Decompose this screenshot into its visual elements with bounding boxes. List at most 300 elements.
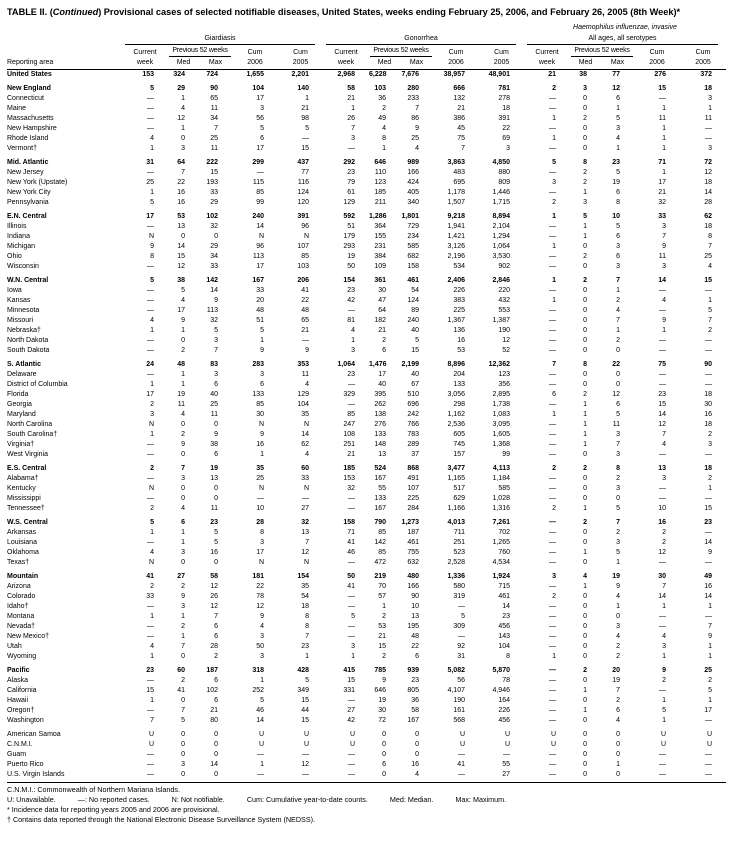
value-cell: — — [458, 633, 465, 641]
value-cell: 158 — [343, 519, 355, 527]
value-cell: 9 — [415, 125, 419, 133]
value-cell: 40 — [411, 327, 419, 335]
value-cell: 1 — [662, 169, 666, 177]
value-cell: 32 — [210, 223, 218, 231]
value-cell: 745 — [453, 441, 465, 449]
value-cell: 1 — [662, 105, 666, 113]
value-cell: 143 — [498, 633, 510, 641]
reporting-area-cell: Kansas — [7, 297, 31, 305]
value-cell: 3 — [662, 263, 666, 271]
value-cell: U — [349, 741, 355, 749]
table-row — [7, 632, 726, 642]
table-row — [7, 538, 726, 548]
table-row — [7, 676, 726, 686]
value-cell: 666 — [453, 85, 465, 93]
value-cell: 1 — [260, 337, 264, 345]
value-cell: 3 — [506, 145, 510, 153]
value-cell: 11 — [704, 115, 712, 123]
reporting-area-cell: Idaho† — [7, 603, 29, 611]
value-cell: 2 — [616, 475, 620, 483]
value-cell: 24 — [146, 361, 154, 369]
value-cell: 220 — [498, 287, 510, 295]
value-cell: 284 — [407, 505, 419, 513]
value-cell: 1,368 — [492, 441, 510, 449]
value-cell: — — [705, 529, 712, 537]
value-cell: 103 — [297, 263, 309, 271]
value-cell: 10 — [256, 505, 264, 513]
value-cell: — — [659, 371, 666, 379]
value-cell: 1 — [351, 653, 355, 661]
value-cell: 5 — [616, 223, 620, 231]
value-cell: 38,957 — [443, 71, 465, 79]
value-cell: 4 — [662, 297, 666, 305]
value-cell: 2,406 — [447, 277, 465, 285]
haemophilus-group-sublabel: All ages, all serotypes — [527, 34, 718, 45]
value-cell: — — [549, 717, 556, 725]
reporting-area-cell: Georgia — [7, 401, 32, 409]
value-cell: 3,126 — [447, 243, 465, 251]
value-cell: 15 — [704, 505, 712, 513]
value-cell: 15 — [378, 643, 386, 651]
value-cell: 113 — [252, 253, 264, 261]
value-cell: U — [706, 731, 712, 739]
value-cell: 0 — [583, 653, 587, 661]
value-cell: 53 — [177, 213, 185, 221]
reporting-area-cell: West Virginia — [7, 451, 48, 459]
value-cell: — — [549, 475, 556, 483]
value-cell: 9 — [214, 297, 218, 305]
value-cell: 185 — [374, 189, 386, 197]
reporting-area-cell: C.N.M.I. — [7, 741, 33, 749]
reporting-area-cell: Utah — [7, 643, 22, 651]
value-cell: 18 — [704, 391, 712, 399]
value-cell: 142 — [374, 539, 386, 547]
value-cell: 2,201 — [291, 71, 309, 79]
value-cell: 8 — [382, 135, 386, 143]
value-cell: 1 — [260, 761, 264, 769]
reporting-area-cell: California — [7, 687, 37, 695]
value-cell: 1 — [708, 643, 712, 651]
value-cell: 20 — [256, 297, 264, 305]
table-row — [7, 582, 726, 592]
value-cell: 187 — [407, 529, 419, 537]
value-cell: 103 — [374, 85, 386, 93]
value-cell: 123 — [374, 179, 386, 187]
value-cell: 1,165 — [447, 475, 465, 483]
value-cell: 7 — [461, 145, 465, 153]
value-cell: 9 — [260, 431, 264, 439]
value-cell: 47 — [378, 297, 386, 305]
reporting-area-cell: Arizona — [7, 583, 31, 591]
value-cell: 2 — [181, 677, 185, 685]
reporting-area-cell: New Mexico† — [7, 633, 50, 641]
value-cell: 5 — [214, 529, 218, 537]
table-row — [7, 380, 726, 390]
reporting-area-cell: Wisconsin — [7, 263, 39, 271]
value-cell: 283 — [252, 361, 264, 369]
value-cell: 240 — [252, 213, 264, 221]
value-cell: 44 — [301, 707, 309, 715]
value-cell: 3 — [181, 549, 185, 557]
table-row — [7, 178, 726, 188]
value-cell: 424 — [407, 179, 419, 187]
value-cell: 0 — [583, 347, 587, 355]
value-cell: 2 — [708, 327, 712, 335]
value-cell: 1 — [382, 603, 386, 611]
legend-med: Med: Median. — [389, 795, 434, 805]
value-cell: 2 — [616, 529, 620, 537]
value-cell: 85 — [256, 401, 264, 409]
value-cell: — — [122, 770, 168, 783]
value-cell: — — [549, 223, 556, 231]
value-cell: 0 — [181, 741, 185, 749]
value-cell: 58 — [210, 573, 218, 581]
value-cell: 0 — [583, 243, 587, 251]
value-cell: 1 — [552, 297, 556, 305]
value-cell: 1 — [583, 401, 587, 409]
value-cell: 154 — [343, 277, 355, 285]
value-cell: — — [659, 495, 666, 503]
value-cell: 21 — [347, 451, 355, 459]
value-cell: 206 — [297, 277, 309, 285]
value-cell: 129 — [297, 391, 309, 399]
value-cell: 432 — [498, 297, 510, 305]
value-cell: 1 — [181, 381, 185, 389]
value-cell: 2 — [583, 169, 587, 177]
value-cell: 61 — [347, 189, 355, 197]
table-row — [7, 716, 726, 726]
value-cell: 9 — [260, 347, 264, 355]
value-cell: 1,715 — [492, 199, 510, 207]
value-cell: 222 — [206, 159, 218, 167]
value-cell: 85 — [378, 549, 386, 557]
value-cell: 8 — [305, 623, 309, 631]
value-cell: 29 — [177, 85, 185, 93]
value-cell: 70 — [378, 583, 386, 591]
value-cell: 553 — [498, 307, 510, 315]
value-cell: 15 — [658, 85, 666, 93]
value-cell: 319 — [453, 593, 465, 601]
year-2006-label: 2006 — [433, 57, 479, 70]
value-cell: 1,738 — [492, 401, 510, 409]
value-cell: 4 — [181, 105, 185, 113]
table-row — [7, 528, 726, 538]
reporting-area-cell: Louisiana — [7, 539, 37, 547]
value-cell: 3 — [260, 105, 264, 113]
value-cell: 0 — [369, 770, 400, 783]
value-cell: 14 — [658, 277, 666, 285]
value-cell: 104 — [297, 401, 309, 409]
value-cell: — — [549, 421, 556, 429]
table-row — [7, 662, 726, 676]
value-cell: — — [549, 519, 556, 527]
value-cell: 32 — [658, 199, 666, 207]
table-row — [7, 460, 726, 474]
value-cell: 21 — [548, 71, 556, 79]
value-cell: 33 — [301, 475, 309, 483]
value-cell: 6 — [415, 653, 419, 661]
value-cell: 11 — [210, 145, 218, 153]
value-cell: — — [659, 287, 666, 295]
value-cell: 225 — [407, 495, 419, 503]
value-cell: 3 — [616, 451, 620, 459]
value-cell: 6 — [382, 761, 386, 769]
value-cell: 766 — [407, 421, 419, 429]
value-cell: 18 — [704, 421, 712, 429]
value-cell: 646 — [374, 687, 386, 695]
value-cell: 14 — [210, 287, 218, 295]
value-cell: 9 — [305, 347, 309, 355]
value-cell: 14 — [301, 431, 309, 439]
value-cell: 75 — [658, 361, 666, 369]
value-cell: U — [660, 731, 666, 739]
value-cell: 510 — [407, 391, 419, 399]
value-cell: 790 — [374, 519, 386, 527]
value-cell: — — [549, 287, 556, 295]
value-cell: 0 — [616, 381, 620, 389]
value-cell: 182 — [374, 317, 386, 325]
value-cell: 0 — [583, 105, 587, 113]
value-cell: 3 — [616, 431, 620, 439]
value-cell: 4,850 — [492, 159, 510, 167]
value-cell: 276 — [374, 421, 386, 429]
value-cell: 7 — [181, 707, 185, 715]
value-cell: 0 — [583, 751, 587, 759]
value-cell: — — [549, 371, 556, 379]
value-cell: 3 — [351, 643, 355, 651]
notifiable-diseases-table — [7, 23, 726, 783]
value-cell: 456 — [498, 623, 510, 631]
value-cell: 1 — [181, 529, 185, 537]
value-cell: — — [659, 751, 666, 759]
value-cell: 133 — [453, 381, 465, 389]
value-cell: 7,261 — [492, 519, 510, 527]
value-cell: 11 — [210, 411, 218, 419]
value-cell: — — [348, 633, 355, 641]
value-cell: 0 — [583, 475, 587, 483]
value-cell: 1,166 — [447, 505, 465, 513]
value-cell: 7 — [305, 539, 309, 547]
value-cell: 14 — [177, 243, 185, 251]
value-cell: 15 — [177, 253, 185, 261]
value-cell: 4 — [150, 135, 154, 143]
value-cell: 4 — [305, 381, 309, 389]
value-cell: — — [659, 613, 666, 621]
value-cell: 3 — [260, 653, 264, 661]
value-cell: — — [147, 475, 154, 483]
reporting-area-cell: Mountain — [7, 573, 39, 581]
table-row — [7, 252, 726, 262]
value-cell: 17 — [146, 391, 154, 399]
value-cell: 0 — [181, 135, 185, 143]
header-sub-row — [7, 45, 726, 57]
value-cell: 155 — [374, 233, 386, 241]
value-cell: — — [659, 337, 666, 345]
value-cell: 1,941 — [447, 223, 465, 231]
value-cell: — — [147, 115, 154, 123]
value-cell: 133 — [252, 391, 264, 399]
value-cell: 3,477 — [447, 465, 465, 473]
value-cell: 15 — [704, 277, 712, 285]
value-cell: N — [148, 421, 154, 429]
value-cell: 154 — [297, 573, 309, 581]
value-cell: 32 — [301, 519, 309, 527]
value-cell: 7 — [708, 317, 712, 325]
value-cell: 7 — [662, 583, 666, 591]
value-cell: 318 — [252, 667, 264, 675]
value-cell: 1 — [150, 697, 154, 705]
value-cell: 7 — [305, 633, 309, 641]
value-cell: 1,316 — [492, 505, 510, 513]
value-cell: — — [147, 125, 154, 133]
value-cell: 167 — [374, 475, 386, 483]
value-cell: 48 — [301, 307, 309, 315]
value-cell: 523 — [453, 549, 465, 557]
spacer-cell — [7, 33, 122, 45]
value-cell: 4 — [662, 633, 666, 641]
value-cell: 3 — [351, 347, 355, 355]
value-cell: 4 — [181, 411, 185, 419]
value-cell: 3 — [214, 337, 218, 345]
value-cell: 1 — [150, 431, 154, 439]
value-cell: 23 — [658, 391, 666, 399]
value-cell: 4 — [583, 573, 587, 581]
spacer-cell — [7, 23, 122, 33]
value-cell: — — [549, 105, 556, 113]
value-cell: 108 — [343, 431, 355, 439]
value-cell: 340 — [407, 199, 419, 207]
reporting-area-cell: E.S. Central — [7, 465, 47, 473]
value-cell: 251 — [343, 441, 355, 449]
prev52-label: Previous 52 weeks — [370, 46, 432, 57]
value-cell: — — [549, 169, 556, 177]
value-cell: 0 — [583, 677, 587, 685]
value-cell: — — [549, 401, 556, 409]
value-cell: 1 — [662, 135, 666, 143]
value-cell: 49 — [378, 115, 386, 123]
reporting-area-cell: Illinois — [7, 223, 27, 231]
value-cell: 167 — [374, 505, 386, 513]
value-cell: — — [348, 381, 355, 389]
value-cell: 166 — [407, 583, 419, 591]
value-cell: 15 — [411, 347, 419, 355]
value-cell: 9 — [214, 431, 218, 439]
value-cell: 55 — [502, 761, 510, 769]
value-cell: 102 — [206, 213, 218, 221]
value-cell: 5 — [616, 115, 620, 123]
value-cell: 4 — [150, 317, 154, 325]
value-cell: 1 — [181, 613, 185, 621]
value-cell: 0 — [583, 337, 587, 345]
value-cell: — — [549, 707, 556, 715]
value-cell: 682 — [407, 253, 419, 261]
value-cell: 1 — [583, 431, 587, 439]
value-cell: 2,846 — [492, 277, 510, 285]
value-cell: 115 — [252, 179, 264, 187]
value-cell: 113 — [206, 307, 218, 315]
value-cell: — — [549, 263, 556, 271]
reporting-area-cell: Colorado — [7, 593, 36, 601]
value-cell: 8,894 — [492, 213, 510, 221]
reporting-area-header: Reporting area — [7, 57, 122, 70]
value-cell: 13 — [301, 529, 309, 537]
value-cell: 92 — [457, 643, 465, 651]
table-title-rest: ) Provisional cases of selected notifiable diseases, United States, weeks ending February 25, 2006, and February 26, 2005 (8th Week)* — [98, 7, 681, 17]
value-cell: 30 — [704, 401, 712, 409]
value-cell: 2 — [150, 401, 154, 409]
value-cell: 23 — [146, 667, 154, 675]
value-cell: 0 — [382, 741, 386, 749]
value-cell: 5 — [260, 125, 264, 133]
value-cell: 58 — [411, 707, 419, 715]
value-cell: 53 — [457, 347, 465, 355]
value-cell: 6 — [382, 347, 386, 355]
value-cell: 785 — [374, 667, 386, 675]
value-cell: 1 — [305, 95, 309, 103]
value-cell: 3 — [662, 223, 666, 231]
value-cell: 7 — [616, 441, 620, 449]
value-cell: 7 — [662, 233, 666, 241]
value-cell: U — [303, 731, 309, 739]
value-cell: 0 — [583, 317, 587, 325]
value-cell: 9 — [181, 441, 185, 449]
table-row — [7, 622, 726, 632]
reporting-area-cell: North Dakota — [7, 337, 49, 345]
value-cell: 11 — [658, 115, 666, 123]
value-cell: 19 — [612, 573, 620, 581]
value-cell: 190 — [498, 327, 510, 335]
value-cell: 41 — [347, 539, 355, 547]
value-cell: 349 — [297, 687, 309, 695]
value-cell: 14 — [210, 761, 218, 769]
value-cell: 3 — [708, 95, 712, 103]
value-cell: 729 — [407, 223, 419, 231]
reporting-area-cell: Iowa — [7, 287, 22, 295]
value-cell: 161 — [453, 707, 465, 715]
value-cell: N — [258, 485, 264, 493]
value-cell: 60 — [301, 465, 309, 473]
reporting-area-cell: New York City — [7, 189, 51, 197]
reporting-area-cell: Mississippi — [7, 495, 41, 503]
value-cell: 89 — [411, 307, 419, 315]
value-cell: — — [549, 583, 556, 591]
value-cell: 9 — [616, 583, 620, 591]
value-cell: 1 — [662, 697, 666, 705]
value-cell: 27 — [177, 573, 185, 581]
value-cell: 4 — [181, 297, 185, 305]
value-cell: 383 — [453, 297, 465, 305]
value-cell: 1,083 — [492, 411, 510, 419]
value-cell: 0 — [181, 337, 185, 345]
value-cell: 809 — [498, 179, 510, 187]
value-cell: 483 — [453, 169, 465, 177]
reporting-area-cell: W.S. Central — [7, 519, 48, 527]
value-cell: — — [147, 495, 154, 503]
table-title — [7, 7, 726, 18]
value-cell: 41 — [301, 287, 309, 295]
value-cell: 51 — [347, 223, 355, 231]
value-cell: — — [705, 347, 712, 355]
cum-label: Cum — [293, 49, 308, 57]
value-cell: 0 — [583, 381, 587, 389]
value-cell: 7 — [662, 431, 666, 439]
week-label: week — [524, 57, 570, 70]
value-cell: 15 — [146, 687, 154, 695]
value-cell: 4 — [662, 441, 666, 449]
table-row — [7, 642, 726, 652]
value-cell: 7 — [616, 687, 620, 695]
value-cell: 15 — [301, 717, 309, 725]
